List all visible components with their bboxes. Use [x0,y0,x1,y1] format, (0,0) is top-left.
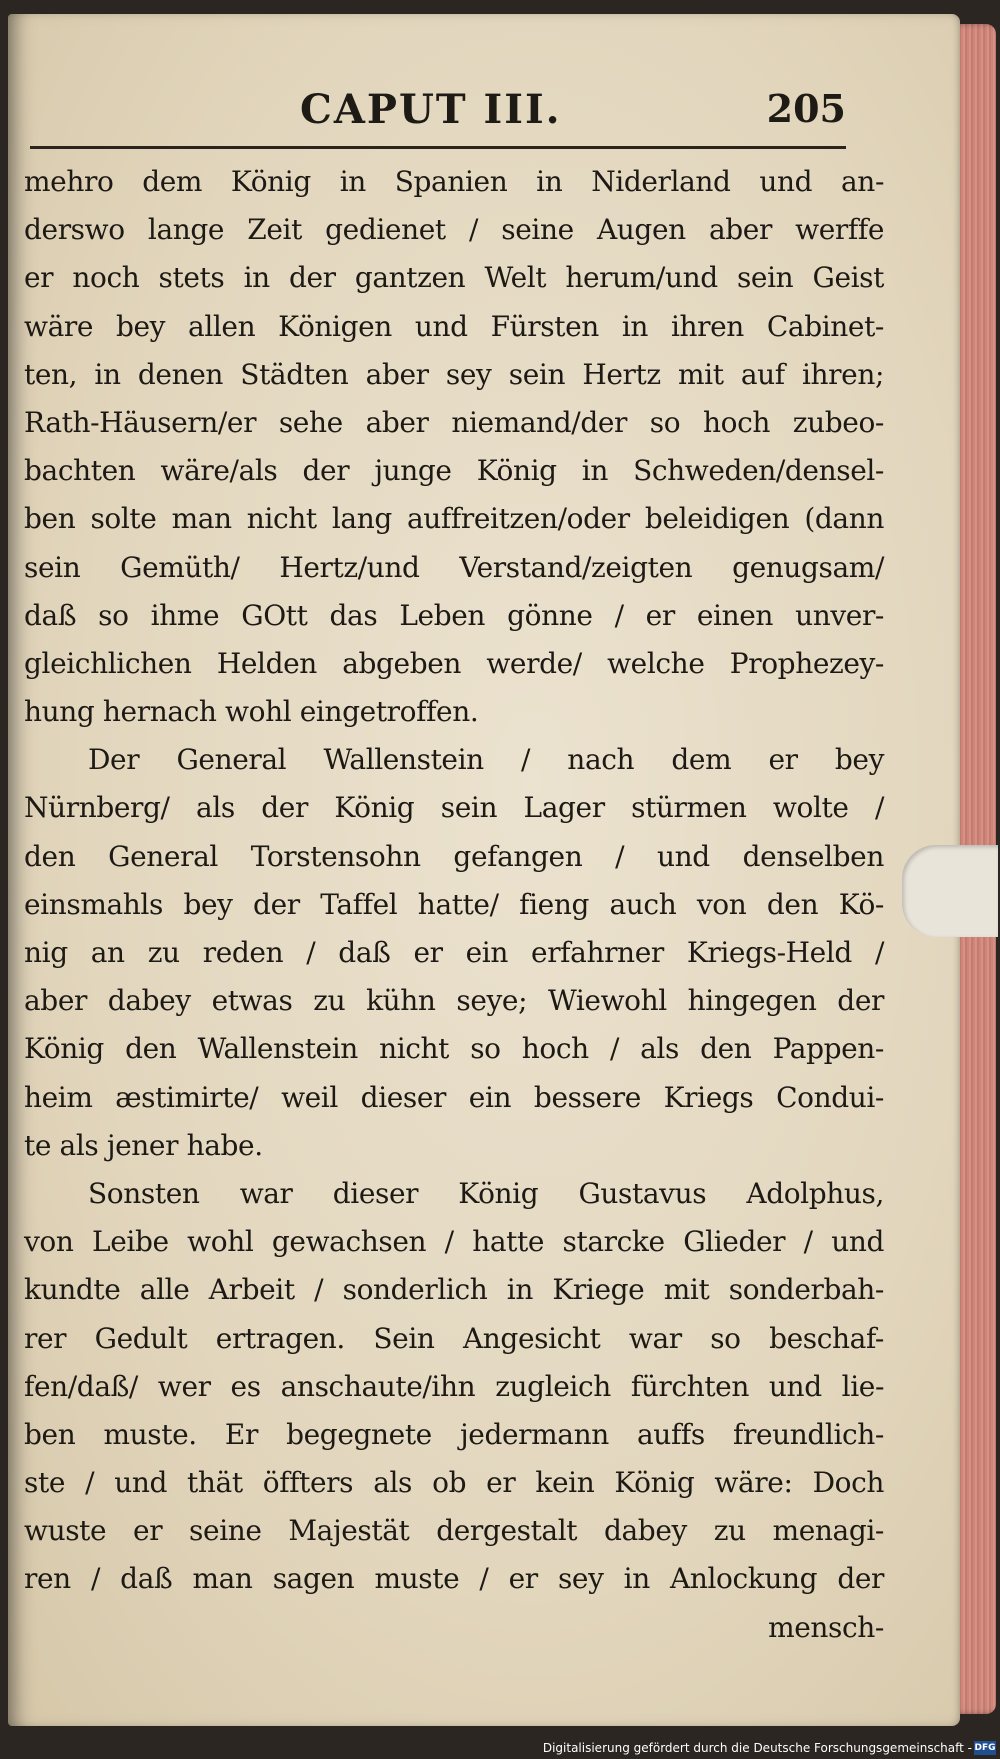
text-line: fen/daß/ wer es anschaute/ihn zugleich fürchten und lie- [24,1369,884,1403]
header-rule [30,146,846,149]
text-line: mehro dem König in Spanien in Niderland und an- [24,165,884,198]
text-line: König den Wallenstein nicht so hoch / als den Pappen- [24,1032,884,1066]
page-header [30,80,850,140]
text-line: sein Gemüth/ Hertz/und Verstand/zeigten genugsam/ [24,550,884,584]
text-line: rer Gedult ertragen. Sein Angesicht war so beschaf- [24,1321,884,1355]
text-line: Nürnberg/ als der König sein Lager stürmen wolte / [24,791,884,825]
text-line: ste / und thät öffters als ob er kein König wäre: Doch [24,1466,884,1500]
funding-credit: Digitalisierung gefördert durch die Deutsche Forschungsgemeinschaft - [542,1741,972,1755]
bookmark-tab [902,845,998,937]
text-line: Rath-Häusern/er sehe aber niemand/der so hoch zubeo- [24,405,884,439]
text-line: Sonsten war dieser König Gustavus Adolphus, [88,1176,884,1210]
text-line: bachten wäre/als der junge König in Schweden/densel- [24,454,884,488]
text-line: ren / daß man sagen muste / er sey in Anlockung der [24,1562,884,1596]
text-line: nig an zu reden / daß er ein erfahrner Kriegs-Held / [24,936,884,969]
body-text [24,158,884,1652]
text-line: derswo lange Zeit gedienet / seine Augen aber werffe [24,213,884,247]
text-line: ben solte man nicht lang auffreitzen/oder beleidigen (dann [24,502,884,536]
text-line: te als jener habe. [24,1128,263,1162]
text-line: Der General Wallenstein / nach dem er bey [88,743,884,777]
text-line: gleichlichen Helden abgeben werde/ welche Prophezey- [24,646,884,680]
text-line: kundte alle Arbeit / sonderlich in Kriege mit sonderbah- [24,1273,884,1307]
text-line: hung hernach wohl eingetroffen. [24,695,479,729]
text-line: er noch stets in der gantzen Welt herum/und sein Geist [24,261,884,295]
text-line: daß so ihme GOtt das Leben gönne / er einen unver- [24,598,884,632]
text-line: von Leibe wohl gewachsen / hatte starcke Glieder / und [24,1225,884,1259]
text-line: wäre bey allen Königen und Fürsten in ihren Cabinet- [24,309,884,343]
text-line: aber dabey etwas zu kühn seye; Wiewohl hingegen der [24,984,884,1018]
catchword: mensch- [768,1610,884,1644]
dfg-logo-icon: DFG [974,1743,996,1753]
text-line: einsmahls bey der Taffel hatte/ fieng auch von den Kö- [24,887,884,921]
text-line: ten, in denen Städten aber sey sein Hertz mit auf ihren; [24,357,884,391]
page-number: 205 [766,86,846,131]
text-line: heim æstimirte/ weil dieser ein bessere Kriegs Condui- [24,1080,884,1114]
digitization-footer [0,1738,1000,1759]
running-head: CAPUT III. [300,86,562,133]
text-line: den General Torstensohn gefangen / und denselben [24,839,884,873]
text-line: ben muste. Er begegnete jedermann auffs freundlich- [24,1417,884,1451]
text-line: wuste er seine Majestät dergestalt dabey zu menagi- [24,1514,884,1548]
